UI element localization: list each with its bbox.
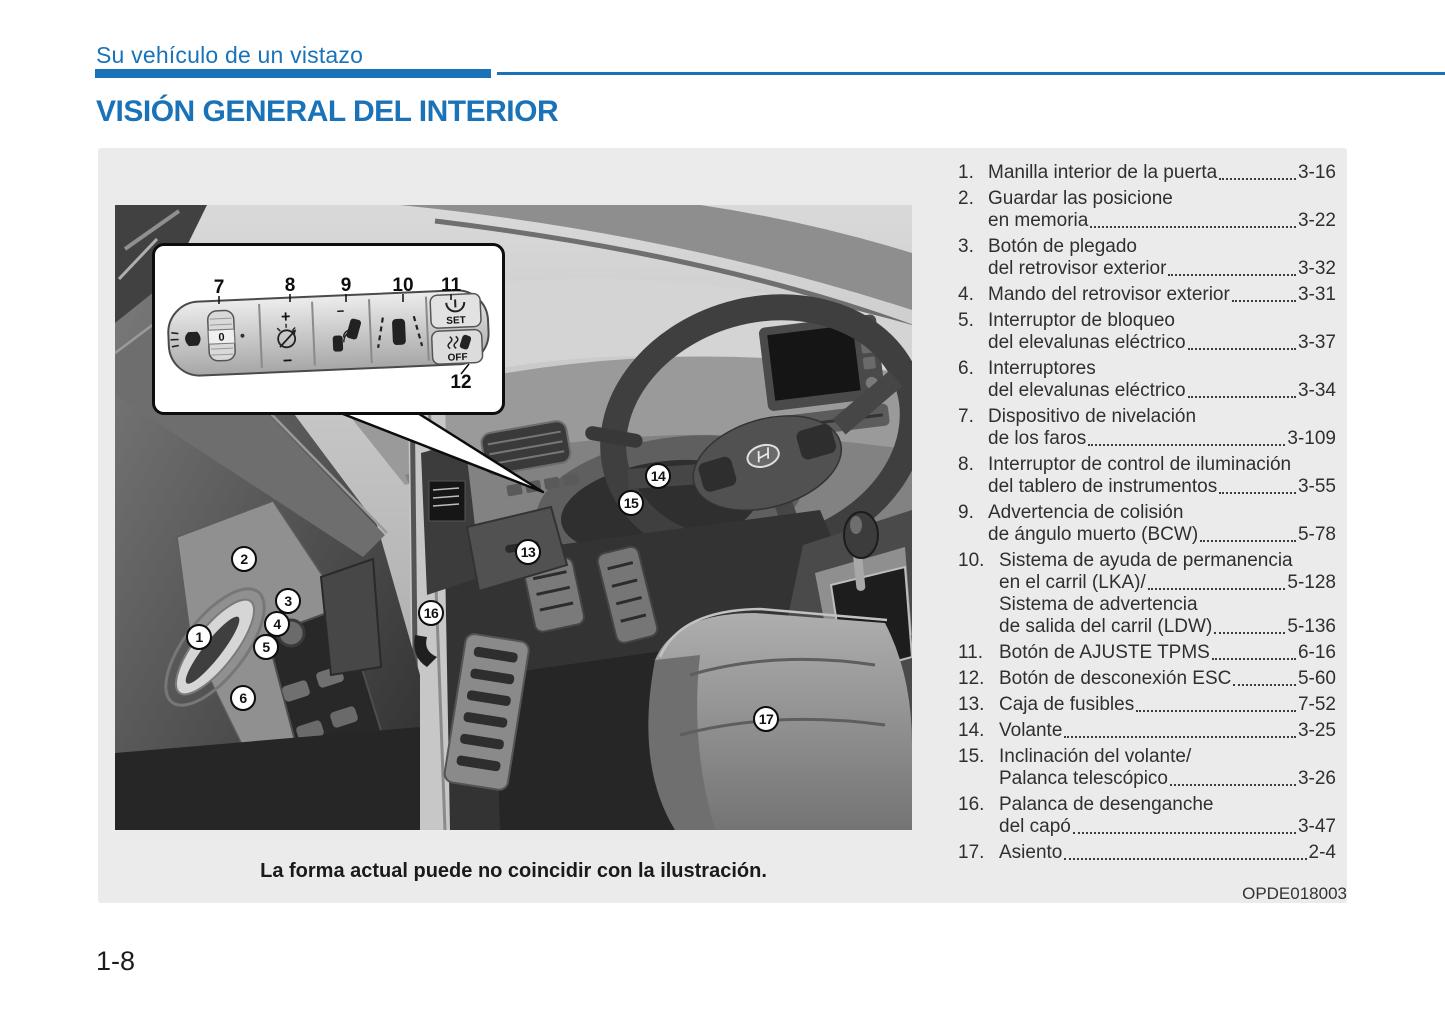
item-page-ref: 5-128 bbox=[1287, 572, 1336, 593]
item-text: de los faros bbox=[988, 428, 1087, 449]
item-text: del elevalunas eléctrico bbox=[988, 332, 1186, 353]
dot-leader bbox=[1064, 736, 1296, 738]
item-page-ref: 3-34 bbox=[1297, 380, 1336, 401]
marker-3: 3 bbox=[275, 588, 301, 614]
item-text: del retrovisor exterior bbox=[988, 258, 1167, 279]
page-number: 1-8 bbox=[96, 946, 136, 976]
item-text: Botón de desconexión ESC bbox=[999, 668, 1232, 689]
switch-panel-drawing bbox=[155, 246, 502, 412]
parts-list-item bbox=[958, 694, 1336, 716]
item-text: Interruptores bbox=[988, 358, 1096, 379]
item-number: 8. bbox=[958, 454, 974, 475]
item-text: Volante bbox=[999, 720, 1063, 741]
item-text: Inclinación del volante/ bbox=[999, 746, 1192, 767]
item-number: 12. bbox=[958, 668, 985, 689]
parts-list-item bbox=[958, 454, 1336, 498]
esc-off-button bbox=[431, 329, 482, 364]
item-number: 3. bbox=[958, 236, 974, 257]
dot-leader bbox=[1188, 348, 1296, 350]
inset-label-10: 10 bbox=[392, 275, 414, 296]
marker-5: 5 bbox=[253, 634, 279, 660]
item-text: Manilla interior de la puerta bbox=[988, 162, 1218, 183]
image-code: OPDE018003 bbox=[1242, 884, 1347, 903]
item-text: Botón de plegado bbox=[988, 236, 1137, 257]
item-number: 13. bbox=[958, 694, 985, 715]
wheel-zero-label: 0 bbox=[218, 331, 225, 344]
dot-leader bbox=[1148, 588, 1286, 590]
parts-list bbox=[958, 162, 1336, 868]
marker-4: 4 bbox=[264, 611, 290, 637]
item-text: Sistema de ayuda de permanencia bbox=[999, 550, 1293, 571]
item-number: 5. bbox=[958, 310, 974, 331]
esc-off-label: OFF bbox=[447, 351, 468, 364]
tpms-set-label: SET bbox=[446, 314, 466, 327]
item-text: Asiento bbox=[999, 842, 1063, 863]
marker-15: 15 bbox=[618, 490, 644, 516]
item-number: 14. bbox=[958, 720, 985, 741]
section-header: Su vehículo de un vistazo bbox=[96, 42, 364, 68]
item-text: Dispositivo de nivelación bbox=[988, 406, 1197, 427]
item-text: Guardar las posicione bbox=[988, 188, 1173, 209]
item-number: 15. bbox=[958, 746, 985, 767]
item-text: Botón de AJUSTE TPMS bbox=[999, 642, 1210, 663]
inset-label-8: 8 bbox=[284, 275, 296, 296]
marker-2: 2 bbox=[231, 546, 257, 572]
item-page-ref: 5-60 bbox=[1297, 668, 1336, 689]
item-number: 6. bbox=[958, 358, 974, 379]
inset-label-11: 11 bbox=[440, 275, 462, 296]
item-number: 11. bbox=[958, 642, 984, 663]
dimmer-plus-label: + bbox=[280, 308, 291, 327]
dot-leader bbox=[1232, 300, 1296, 302]
item-number: 1. bbox=[958, 162, 974, 183]
item-page-ref: 3-55 bbox=[1297, 476, 1336, 497]
item-text: Palanca de desenganche bbox=[999, 794, 1214, 815]
marker-6: 6 bbox=[230, 685, 256, 711]
parts-list-item bbox=[958, 188, 1336, 232]
dot-leader bbox=[1170, 784, 1296, 786]
dimmer-minus-label: − bbox=[282, 352, 293, 370]
parts-list-item bbox=[958, 746, 1336, 790]
interior-photo bbox=[115, 205, 912, 830]
header-rule-thick bbox=[95, 69, 491, 78]
item-text: Sistema de advertencia bbox=[999, 594, 1198, 615]
dot-leader bbox=[1188, 396, 1296, 398]
item-text: de salida del carril (LDW) bbox=[999, 616, 1213, 637]
dot-leader bbox=[1088, 444, 1285, 446]
interior-overview-figure bbox=[98, 148, 1347, 903]
dot-leader bbox=[1136, 710, 1296, 712]
item-page-ref: 3-37 bbox=[1297, 332, 1336, 353]
parts-list-item bbox=[958, 502, 1336, 546]
parts-list-item bbox=[958, 236, 1336, 280]
item-page-ref: 3-22 bbox=[1297, 210, 1336, 231]
parts-list-item bbox=[958, 642, 1336, 664]
item-text: del capó bbox=[999, 816, 1071, 837]
item-text: de ángulo muerto (BCW) bbox=[988, 524, 1199, 545]
parts-list-item bbox=[958, 842, 1336, 864]
item-page-ref: 3-32 bbox=[1297, 258, 1336, 279]
item-text: Advertencia de colisión bbox=[988, 502, 1184, 523]
item-text: Interruptor de control de iluminación bbox=[988, 454, 1292, 475]
item-text: Caja de fusibles bbox=[999, 694, 1135, 715]
inset-label-7: 7 bbox=[213, 277, 225, 298]
page-title: VISIÓN GENERAL DEL INTERIOR bbox=[96, 95, 559, 128]
item-text: Mando del retrovisor exterior bbox=[988, 284, 1230, 305]
item-page-ref: 3-25 bbox=[1297, 720, 1336, 741]
door-map-pocket bbox=[321, 559, 381, 675]
item-page-ref: 7-52 bbox=[1297, 694, 1336, 715]
item-number: 4. bbox=[958, 284, 974, 305]
header-rule-thin bbox=[497, 72, 1445, 75]
item-text: en el carril (LKA)/ bbox=[999, 572, 1146, 593]
item-page-ref: 3-47 bbox=[1297, 816, 1336, 837]
item-page-ref: 5-136 bbox=[1287, 616, 1336, 637]
dot-leader bbox=[1168, 274, 1296, 276]
item-page-ref: 3-26 bbox=[1297, 768, 1336, 789]
bcw-minus-label: − bbox=[336, 303, 345, 319]
dot-leader bbox=[1073, 832, 1296, 834]
item-text: del elevalunas eléctrico bbox=[988, 380, 1186, 401]
marker-17: 17 bbox=[753, 706, 779, 732]
item-page-ref: 5-78 bbox=[1297, 524, 1336, 545]
item-number: 16. bbox=[958, 794, 985, 815]
item-page-ref: 3-109 bbox=[1287, 428, 1336, 449]
dot-leader bbox=[1219, 178, 1296, 180]
switch-panel-inset bbox=[152, 243, 505, 415]
parts-list-item bbox=[958, 720, 1336, 742]
parts-list-item bbox=[958, 668, 1336, 690]
item-page-ref: 2-4 bbox=[1308, 842, 1336, 863]
item-page-ref: 3-16 bbox=[1297, 162, 1336, 183]
item-number: 9. bbox=[958, 502, 974, 523]
dot-leader bbox=[1233, 684, 1296, 686]
dot-leader bbox=[1219, 492, 1296, 494]
dot-leader bbox=[1214, 632, 1285, 634]
inset-label-12: 12 bbox=[450, 372, 472, 393]
dot-leader bbox=[1200, 540, 1296, 542]
marker-14: 14 bbox=[645, 463, 671, 489]
parts-list-item bbox=[958, 310, 1336, 354]
parts-list-item bbox=[958, 550, 1336, 638]
dot-leader bbox=[1064, 858, 1306, 860]
item-page-ref: 3-31 bbox=[1297, 284, 1336, 305]
marker-16: 16 bbox=[418, 600, 444, 626]
seat bbox=[648, 609, 912, 830]
parts-list-item bbox=[958, 358, 1336, 402]
dot-leader bbox=[1090, 226, 1296, 228]
figure-caption: La forma actual puede no coincidir con la ilustración. bbox=[260, 860, 767, 882]
item-number: 17. bbox=[958, 842, 985, 863]
parts-list-item bbox=[958, 162, 1336, 184]
parts-list-item bbox=[958, 794, 1336, 838]
inset-label-9: 9 bbox=[340, 275, 352, 296]
item-text: Palanca telescópico bbox=[999, 768, 1168, 789]
tpms-set-button bbox=[430, 293, 481, 328]
dot-leader bbox=[1212, 658, 1296, 660]
item-number: 7. bbox=[958, 406, 974, 427]
marker-13: 13 bbox=[515, 539, 541, 565]
item-number: 2. bbox=[958, 188, 974, 209]
item-text: Interruptor de bloqueo bbox=[988, 310, 1175, 331]
marker-1: 1 bbox=[186, 624, 212, 650]
item-number: 10. bbox=[958, 550, 985, 571]
parts-list-item bbox=[958, 406, 1336, 450]
item-page-ref: 6-16 bbox=[1297, 642, 1336, 663]
item-text: del tablero de instrumentos bbox=[988, 476, 1218, 497]
parts-list-item bbox=[958, 284, 1336, 306]
item-text: en memoria bbox=[988, 210, 1089, 231]
